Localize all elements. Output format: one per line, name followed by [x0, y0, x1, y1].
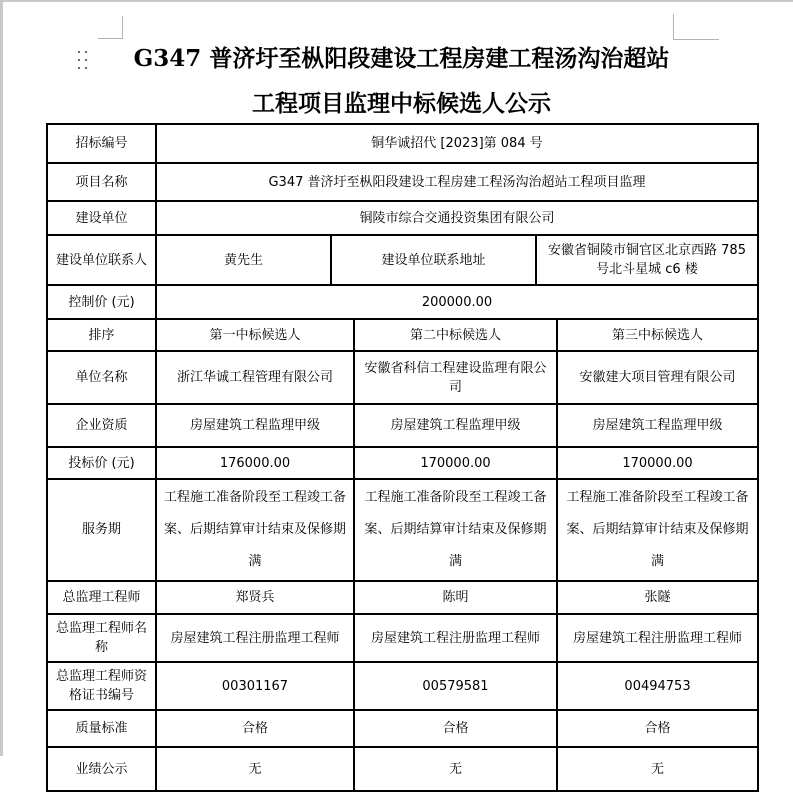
table-row: [47, 710, 758, 747]
table-row: [47, 319, 758, 351]
value-contact-person: 黄先生: [156, 235, 331, 285]
value-performance-3: 无: [557, 747, 758, 791]
table-row: [47, 581, 758, 614]
value-contact-address: 安徽省铜陵市铜官区北京西路 785 号北斗星城 c6 楼: [536, 235, 758, 285]
value-certificate-number-2: 00579581: [354, 662, 557, 710]
label-contact-person: 建设单位联系人: [47, 235, 156, 285]
value-ranking-third: 第三中标候选人: [557, 319, 758, 351]
label-certificate-number: 总监理工程师资格证书编号: [47, 662, 156, 710]
window-left-edge: [0, 0, 3, 756]
value-project-name: G347 普济圩至枞阳段建设工程房建工程汤沟治超站工程项目监理: [156, 163, 758, 201]
value-certificate-number-1: 00301167: [156, 662, 354, 710]
document-title-line2: 工程项目监理中标候选人公示: [252, 90, 551, 117]
label-quality-standard: 质量标准: [47, 710, 156, 747]
value-bid-number: 铜华诚招代 [2023]第 084 号: [156, 124, 758, 163]
table-row: [47, 124, 758, 163]
value-chief-supervisor-2: 陈明: [354, 581, 557, 614]
value-quality-standard-1: 合格: [156, 710, 354, 747]
label-construction-unit: 建设单位: [47, 201, 156, 235]
value-supervisor-title-1: 房屋建筑工程注册监理工程师: [156, 614, 354, 662]
value-chief-supervisor-1: 郑贤兵: [156, 581, 354, 614]
value-control-price: 200000.00: [156, 285, 758, 319]
value-company-name-2: 安徽省科信工程建设监理有限公司: [354, 351, 557, 404]
label-service-period: 服务期: [47, 479, 156, 581]
value-company-name-3: 安徽建大项目管理有限公司: [557, 351, 758, 404]
value-supervisor-title-3: 房屋建筑工程注册监理工程师: [557, 614, 758, 662]
label-contact-address: 建设单位联系地址: [331, 235, 536, 285]
window-top-edge: [0, 0, 793, 2]
bid-announcement-table: [46, 123, 759, 792]
table-row: [47, 614, 758, 662]
label-project-name: 项目名称: [47, 163, 156, 201]
table-row: [47, 351, 758, 404]
label-chief-supervisor: 总监理工程师: [47, 581, 156, 614]
table-row: [47, 447, 758, 479]
value-construction-unit: 铜陵市综合交通投资集团有限公司: [156, 201, 758, 235]
value-quality-standard-2: 合格: [354, 710, 557, 747]
table-row: [47, 404, 758, 447]
value-certificate-number-3: 00494753: [557, 662, 758, 710]
table-row: [47, 662, 758, 710]
table-row: [47, 479, 758, 581]
value-company-name-1: 浙江华诚工程管理有限公司: [156, 351, 354, 404]
value-chief-supervisor-3: 张隧: [557, 581, 758, 614]
label-enterprise-qualification: 企业资质: [47, 404, 156, 447]
label-bid-number: 招标编号: [47, 124, 156, 163]
table-row: [47, 163, 758, 201]
label-performance-publicity: 业绩公示: [47, 747, 156, 791]
value-service-period-2: 工程施工准备阶段至工程竣工备案、后期结算审计结束及保修期满: [354, 479, 557, 581]
table-row: [47, 235, 758, 285]
value-quality-standard-3: 合格: [557, 710, 758, 747]
document-title: [46, 36, 757, 126]
document-title-line1: G347 普济圩至枞阳段建设工程房建工程汤沟治超站: [133, 45, 670, 72]
label-bid-price: 投标价 (元): [47, 447, 156, 479]
value-ranking-first: 第一中标候选人: [156, 319, 354, 351]
label-ranking: 排序: [47, 319, 156, 351]
value-ranking-second: 第二中标候选人: [354, 319, 557, 351]
value-qualification-2: 房屋建筑工程监理甲级: [354, 404, 557, 447]
label-control-price: 控制价 (元): [47, 285, 156, 319]
value-bid-price-3: 170000.00: [557, 447, 758, 479]
value-bid-price-2: 170000.00: [354, 447, 557, 479]
label-company-name: 单位名称: [47, 351, 156, 404]
value-performance-2: 无: [354, 747, 557, 791]
table-row: [47, 201, 758, 235]
value-performance-1: 无: [156, 747, 354, 791]
value-bid-price-1: 176000.00: [156, 447, 354, 479]
value-qualification-3: 房屋建筑工程监理甲级: [557, 404, 758, 447]
value-qualification-1: 房屋建筑工程监理甲级: [156, 404, 354, 447]
value-service-period-1: 工程施工准备阶段至工程竣工备案、后期结算审计结束及保修期满: [156, 479, 354, 581]
table-row: [47, 747, 758, 791]
label-supervisor-title: 总监理工程师名称: [47, 614, 156, 662]
value-supervisor-title-2: 房屋建筑工程注册监理工程师: [354, 614, 557, 662]
value-service-period-3: 工程施工准备阶段至工程竣工备案、后期结算审计结束及保修期满: [557, 479, 758, 581]
table-row: [47, 285, 758, 319]
